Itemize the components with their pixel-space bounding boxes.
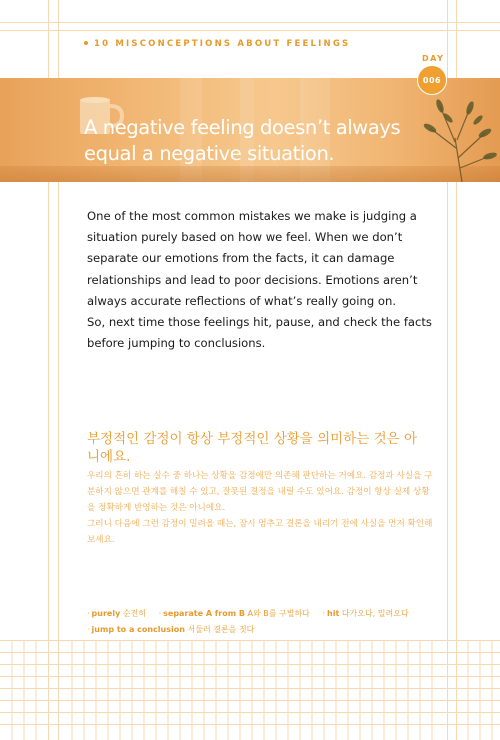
day-label: DAY xyxy=(422,54,445,63)
plant-leaves xyxy=(422,98,497,160)
day-badge: 006 xyxy=(417,65,447,95)
vocab-item: · jump to a conclusion 서둘러 결론을 짓다 xyxy=(87,625,255,634)
series-title: 10 MISCONCEPTIONS ABOUT FEELINGS xyxy=(94,39,351,49)
vocabulary-list xyxy=(87,606,447,638)
grid-line xyxy=(0,30,500,31)
banner-title: A negative feeling doesn’t always equal a negative situation. xyxy=(84,116,401,165)
bullet-dot xyxy=(84,41,88,45)
vocab-item: · purely 순전히 xyxy=(87,609,147,618)
series-header xyxy=(84,39,350,49)
english-paragraph: One of the most common mistakes we make is judging a situation purely based on how we feel. When we don’t separate our emotions from the facts, it can damage relationships and lead to poor decisions. Emotions aren’t always accurate reflections of what’s really going on. xyxy=(87,209,418,308)
korean-body xyxy=(87,468,437,548)
korean-title: 부정적인 감정이 항상 부정적인 상황을 의미하는 것은 아니에요. xyxy=(87,431,417,465)
grid-line xyxy=(0,22,500,23)
vocab-item: · hit 다가오다, 밀려오다 xyxy=(322,609,409,618)
vocab-item: · separate A from B A와 B를 구별하다 xyxy=(158,609,310,618)
grid-pattern xyxy=(0,640,500,740)
korean-paragraph: 우리의 흔히 하는 실수 중 하나는 상황을 감정에만 의존해 판단하는 거예요. 감정과 사실을 구분하지 않으면 관계를 해칠 수 있고, 잘못된 결정을 내릴 수도 있어요. 감정이 항상 실제 상황을 정확하게 반영하는 것은 아니에요. xyxy=(87,471,433,513)
english-body xyxy=(87,206,437,354)
english-paragraph: So, next time those feelings hit, pause, and check the facts before jumping to conclusions. xyxy=(87,315,432,351)
korean-paragraph: 그러니 다음에 그런 감정이 밀려올 때는, 잠시 멈추고 결론을 내리기 전에 사실을 먼저 확인해 보세요. xyxy=(87,519,433,545)
